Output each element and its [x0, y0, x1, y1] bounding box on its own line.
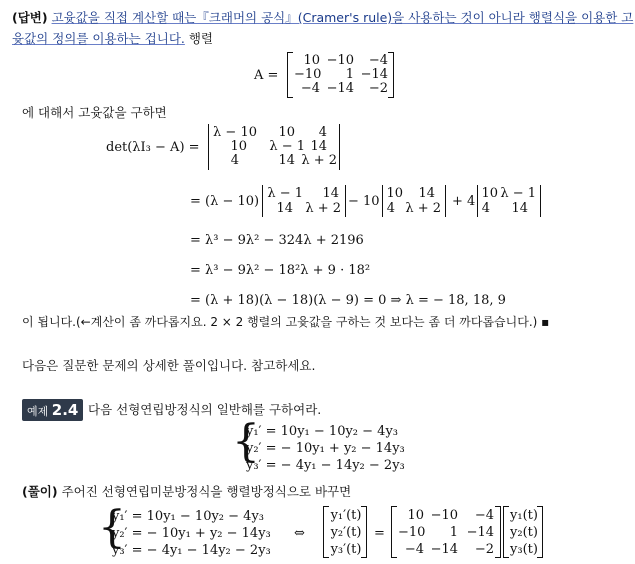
- solution-matrix-cell: −4: [404, 542, 424, 557]
- solution-matrix-cell: −2: [474, 542, 494, 557]
- det-cell: 10: [278, 125, 295, 140]
- solution-matrix-cell: −10: [430, 508, 458, 523]
- iff-symbol: ⇔: [294, 526, 305, 541]
- solution-matrix: [392, 506, 500, 558]
- matrix-a-cell: −2: [368, 81, 388, 96]
- minor-cell: λ + 2: [405, 201, 441, 216]
- example-title: 다음 선형연립방정식의 일반해를 구하여라.: [88, 402, 322, 417]
- equals-sign: =: [374, 526, 385, 541]
- solution-eq-1: y₁′ = 10y₁ − 10y₂ − 4y₃: [112, 509, 265, 524]
- answer-text-2: 행렬: [184, 31, 213, 46]
- solution-brace: {: [98, 502, 126, 553]
- solution-eq-3: y₃′ = − 4y₁ − 14y₂ − 2y₃: [112, 543, 271, 558]
- matrix-a-cell: −4: [368, 53, 388, 68]
- minor-1: [262, 185, 346, 217]
- example-brace: {: [232, 416, 260, 467]
- det-label: det(λI₃ − A) =: [106, 140, 200, 155]
- minor-cell: 4: [481, 201, 490, 216]
- det-cell: 14: [278, 153, 295, 168]
- minor-cell: 10: [386, 186, 403, 201]
- matrix-a-cell: −14: [326, 81, 354, 96]
- rhs-vector-entry: y₃(t): [510, 542, 538, 557]
- solution-matrix-cell: −10: [398, 525, 426, 540]
- solution-matrix-cell: −4: [474, 508, 494, 523]
- matrix-a-cell: −10: [294, 67, 322, 82]
- minor-3: [477, 185, 541, 217]
- solution-label: (풀이): [22, 484, 58, 499]
- matrix-a: [288, 52, 393, 98]
- det-matrix: [208, 124, 340, 170]
- minor-cell: 14: [418, 186, 435, 201]
- solution-matrix-cell: −14: [466, 525, 494, 540]
- matrix-a-cell: −10: [326, 53, 354, 68]
- minor-cell: λ − 1: [267, 186, 303, 201]
- step-4: = (λ + 18)(λ − 18)(λ − 9) = 0 ⇒ λ = − 18, 18, 9: [190, 293, 506, 308]
- lhs-vector-entry: y₂′(t): [330, 525, 362, 540]
- lhs-vector-entry: y₁′(t): [330, 508, 362, 523]
- plus-four: + 4: [452, 194, 476, 209]
- closing-text: 이 됩니다.(←계산이 좀 까다롭지요. 2 × 2 행렬의 고윳값을 구하는 것 보다는 좀 더 까다롭습니다.) ▪: [22, 315, 550, 329]
- example-eq-3: y₃′ = − 4y₁ − 14y₂ − 2y₃: [246, 458, 405, 473]
- lhs-vector-entry: y₃′(t): [330, 542, 362, 557]
- rhs-vector-entry: y₁(t): [510, 508, 538, 523]
- step-2: = λ³ − 9λ² − 324λ + 2196: [190, 233, 364, 248]
- solution-text: 주어진 선형연립미분방정식을 행렬방정식으로 바꾸면: [61, 484, 352, 499]
- minus-ten: − 10: [348, 194, 380, 209]
- answer-line-1: [12, 10, 633, 26]
- det-cell: 4: [230, 153, 239, 168]
- expand-prefix: = (λ − 10): [190, 194, 260, 209]
- answer-label: (답변): [12, 10, 48, 25]
- det-cell: 14: [310, 139, 327, 154]
- answer-line-2: [12, 31, 213, 47]
- rhs-vector: [504, 506, 542, 558]
- answer-link-definition: 윳값의 정의를 이용하는 겁니다.: [12, 31, 185, 46]
- det-cell: 4: [318, 125, 327, 140]
- matrix-a-cell: −4: [300, 81, 320, 96]
- matrix-a-label: A =: [254, 68, 279, 83]
- solution-line: [22, 484, 351, 500]
- example-tag-number: 2.4: [51, 401, 79, 419]
- lhs-vector: [324, 506, 366, 558]
- minor-2: [382, 185, 446, 217]
- matrix-a-cell: 10: [303, 53, 320, 68]
- minor-cell: 10: [481, 186, 498, 201]
- matrix-a-cell: 1: [345, 67, 354, 82]
- solution-matrix-cell: 10: [407, 508, 424, 523]
- example-eq-1: y₁′ = 10y₁ − 10y₂ − 4y₃: [246, 424, 399, 439]
- example-tag-prefix: 예제: [27, 405, 49, 418]
- example-tag: [22, 399, 83, 421]
- solution-matrix-cell: −14: [430, 542, 458, 557]
- minor-cell: 4: [386, 201, 395, 216]
- minor-cell: λ − 1: [500, 186, 536, 201]
- example-eq-2: y₂′ = − 10y₁ + y₂ − 14y₃: [246, 441, 405, 456]
- det-cell: λ − 1: [269, 139, 305, 154]
- minor-cell: 14: [322, 186, 339, 201]
- for-text: 에 대해서 고윳값을 구하면: [22, 105, 167, 120]
- det-cell: λ + 2: [301, 153, 337, 168]
- solution-eq-2: y₂′ = − 10y₁ + y₂ − 14y₃: [112, 526, 271, 541]
- det-cell: 10: [230, 139, 247, 154]
- solution-matrix-cell: 1: [449, 525, 458, 540]
- minor-cell: 14: [276, 201, 293, 216]
- matrix-a-cell: −14: [360, 67, 388, 82]
- minor-cell: λ + 2: [305, 201, 341, 216]
- rhs-vector-entry: y₂(t): [510, 525, 538, 540]
- minor-cell: 14: [511, 201, 528, 216]
- note-text: 다음은 질문한 문제의 상세한 풀이입니다. 참고하세요.: [22, 358, 316, 373]
- step-3: = λ³ − 9λ² − 18²λ + 9 · 18²: [190, 263, 371, 278]
- answer-text-1: 고윳값을 직접 계산할 때는『크래머의 공식』(Cramer's rule)을 사용하는 것이 아니라 행렬식을 이용한 고: [51, 10, 634, 25]
- det-cell: λ − 10: [213, 125, 257, 140]
